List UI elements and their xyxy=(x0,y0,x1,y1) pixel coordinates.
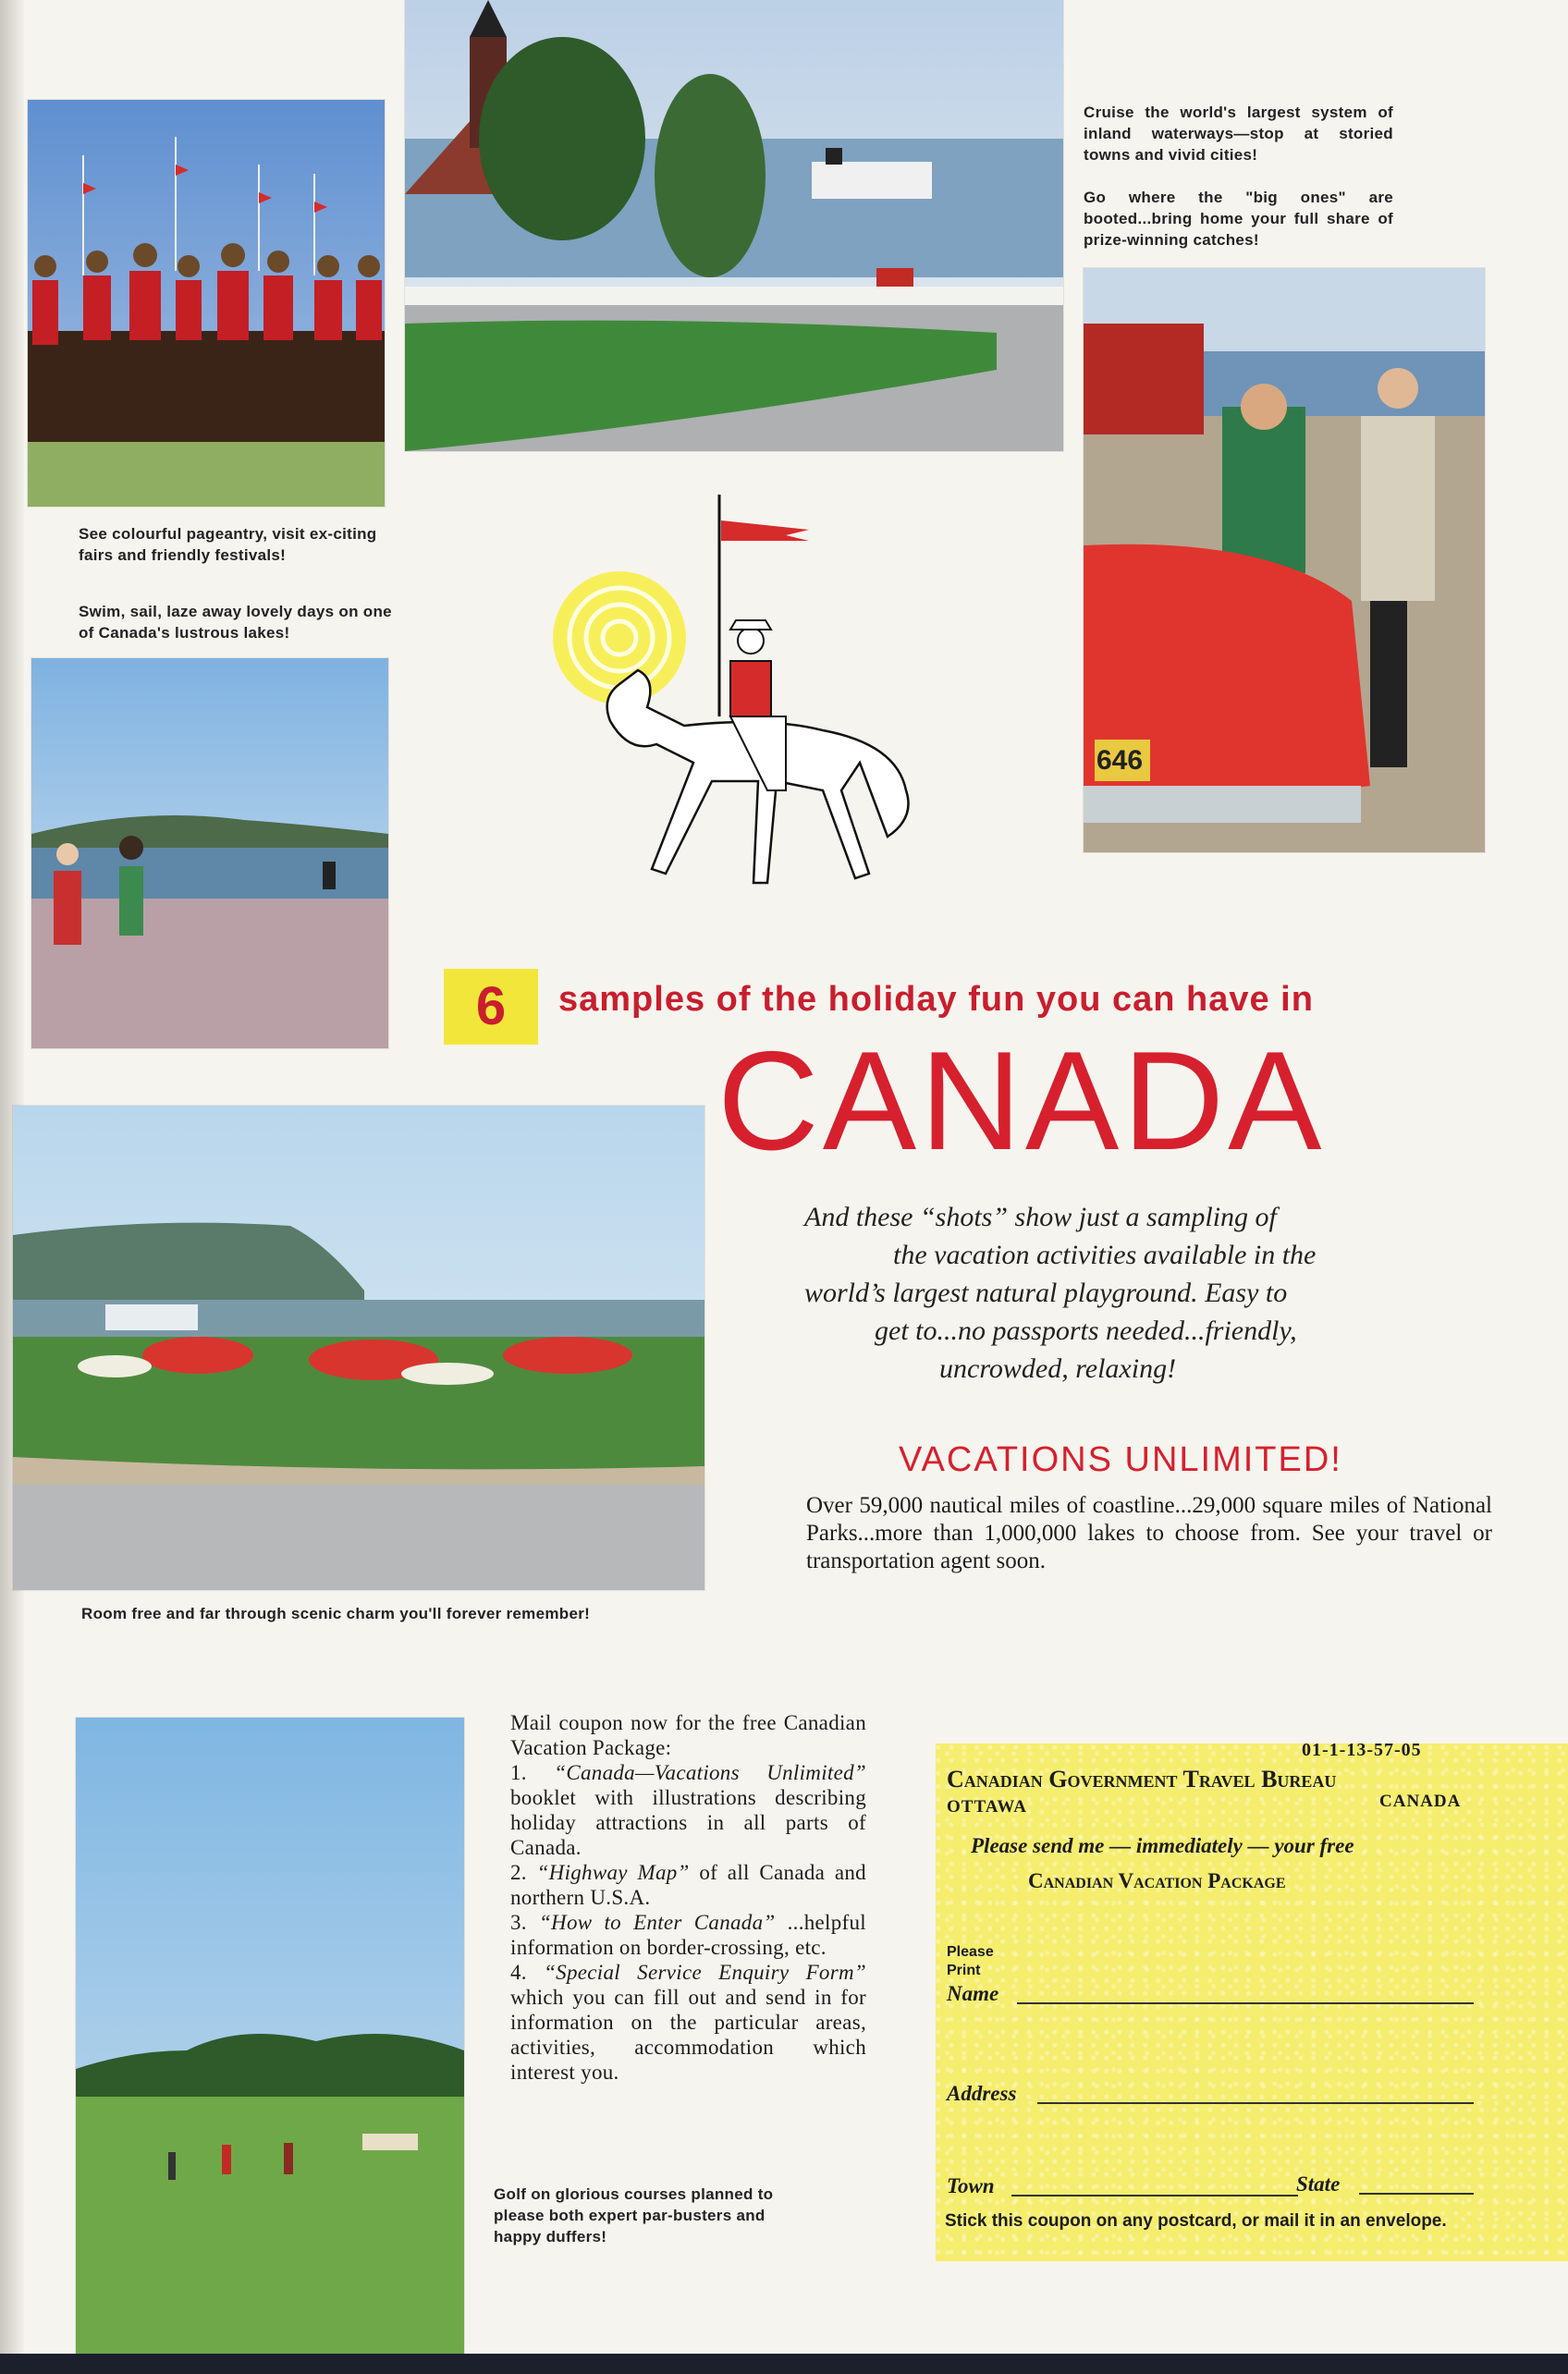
scenic-garden-photo xyxy=(13,1106,704,1590)
mail-offer-text xyxy=(510,1710,866,2085)
name-field[interactable] xyxy=(1017,2002,1474,2004)
lakes-caption: Swim, sail, laze away lovely days on one of Canada's lustrous lakes! xyxy=(79,603,392,642)
waterways-caption: Cruise the world's largest system of inland waterways—stop at storied towns and vivid cities! xyxy=(1084,104,1393,164)
fishing-caption: Go where the "big ones" are booted...bring home your full share of prize-winning catches! xyxy=(1084,189,1393,249)
agency-country: CANADA xyxy=(1379,1792,1462,1811)
golf-caption: Golf on glorious courses planned to please both expert par-busters and happy duffers! xyxy=(494,2185,774,2246)
harbor-church-photo xyxy=(405,0,1063,451)
canada-title: CANADA xyxy=(717,1022,1326,1180)
offer-item-3: 3. “How to Enter Canada” ...helpful information on border-crossing, etc. xyxy=(510,1911,866,1959)
address-label: Address xyxy=(947,2082,1017,2105)
golf-course-photo xyxy=(76,1718,464,2354)
offer-item-4: 4. “Special Service Enquiry Form” which you can fill out and send in for information on the particular areas, activities, accommodation which interest you. xyxy=(510,1961,866,2084)
mountie-on-horse-illustration xyxy=(545,485,943,892)
number-six-badge: 6 xyxy=(444,969,538,1045)
package-name: Canadian Vacation Package xyxy=(1028,1869,1286,1892)
agency-name: Canadian Government Travel Bureau xyxy=(947,1766,1337,1793)
mail-intro: Mail coupon now for the free Canadian Vacation Package: xyxy=(510,1711,866,1759)
blurb-line-3: world’s largest natural playground. Easy to xyxy=(804,1278,1288,1308)
vacations-body: Over 59,000 nautical miles of coastline...29,000 square miles of National Parks...more than 1,000,000 lakes to choose from. See your travel or transportation agent soon. xyxy=(806,1493,1492,1573)
lake-swimmers-photo xyxy=(31,658,388,1048)
offer-item-1: 1. “Canada—Vacations Unlimited” booklet with illustrations describing holiday attractions in all parts of Canada. xyxy=(510,1761,866,1859)
please-print-label: Please Print xyxy=(947,1944,994,1978)
headline-tagline: samples of the holiday fun you can have in xyxy=(558,980,1314,1019)
address-field[interactable] xyxy=(1037,2102,1474,2104)
pennant-flag-icon xyxy=(721,520,809,541)
fishing-car-photo xyxy=(1084,268,1485,852)
page-bottom-edge xyxy=(0,2354,1568,2374)
blurb-line-1: And these “shots” show just a sampling of xyxy=(804,1202,1277,1232)
coupon-request: Please send me — immediately — your free xyxy=(971,1834,1354,1857)
coupon-code: 01-1-13-57-05 xyxy=(1302,1740,1422,1760)
rcmp-pageantry-photo xyxy=(28,100,385,507)
vacations-heading: VACATIONS UNLIMITED! xyxy=(899,1440,1342,1479)
scenic-caption: Room free and far through scenic charm you'll forever remember! xyxy=(81,1605,591,1622)
coupon-footer: Stick this coupon on any postcard, or mail it in an envelope. xyxy=(945,2211,1447,2231)
name-label: Name xyxy=(947,1982,999,2005)
blurb-line-2: the vacation activities available in the xyxy=(893,1240,1317,1270)
agency-city: OTTAWA xyxy=(947,1797,1027,1817)
state-field[interactable] xyxy=(1359,2193,1474,2195)
state-label: State xyxy=(1296,2172,1341,2196)
pageantry-caption: See colourful pageantry, visit ex-citing fairs and friendly festivals! xyxy=(79,525,377,564)
town-label: Town xyxy=(947,2174,995,2197)
blurb-line-5: uncrowded, relaxing! xyxy=(939,1353,1177,1384)
town-field[interactable] xyxy=(1011,2195,1298,2197)
offer-item-2: 2. “Highway Map” of all Canada and northern U.S.A. xyxy=(510,1861,866,1909)
license-plate-number: 646 xyxy=(1096,745,1144,776)
blurb-line-4: get to...no passports needed...friendly, xyxy=(875,1315,1297,1346)
